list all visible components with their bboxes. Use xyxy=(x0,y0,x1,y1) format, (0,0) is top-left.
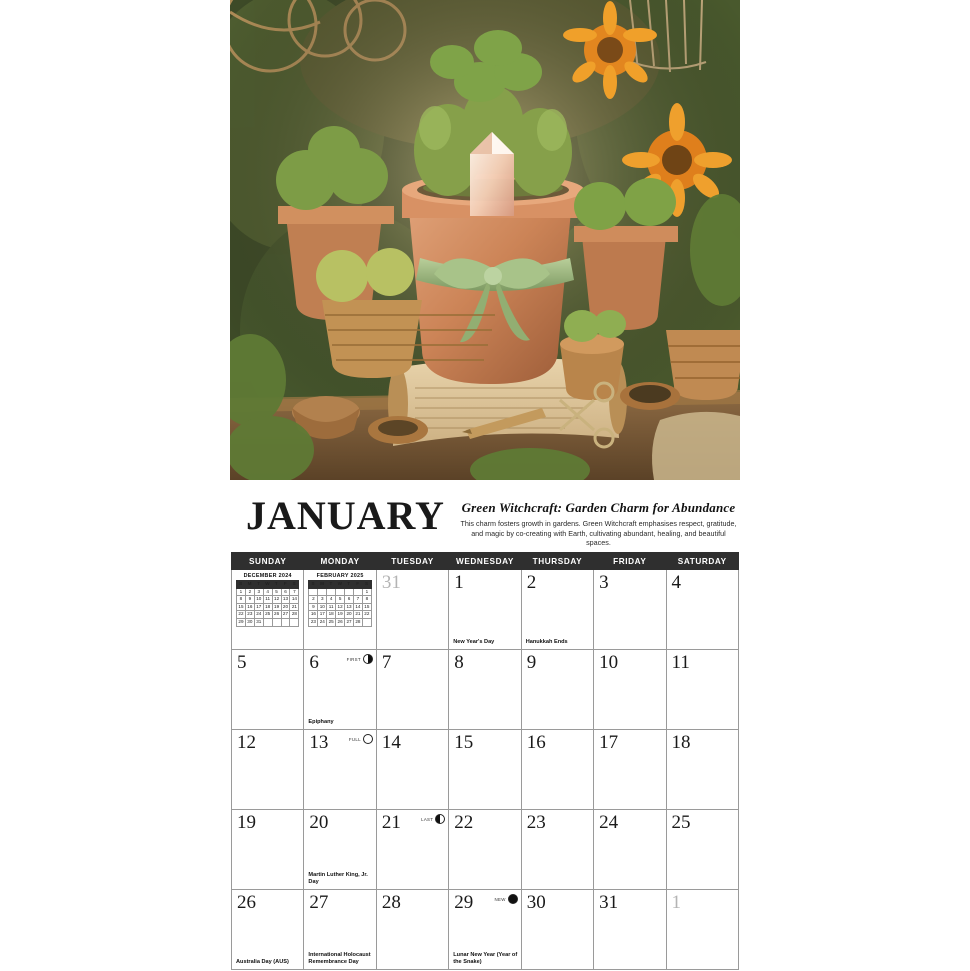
day-cell[interactable] xyxy=(304,890,376,970)
garden-illustration xyxy=(230,0,740,480)
day-number: 23 xyxy=(526,812,546,833)
day-cell[interactable] xyxy=(594,650,666,730)
moon-phase-last-icon xyxy=(421,814,445,824)
day-number: 6 xyxy=(309,652,319,673)
day-cell[interactable] xyxy=(449,890,521,970)
day-number: 25 xyxy=(671,812,691,833)
day-cell[interactable] xyxy=(521,810,593,890)
day-cell[interactable] xyxy=(304,810,376,890)
day-number: 2 xyxy=(526,572,537,593)
weekday-sunday: SUNDAY xyxy=(232,553,304,570)
day-number: 5 xyxy=(237,652,247,673)
day-cell[interactable] xyxy=(449,810,521,890)
day-number: 27 xyxy=(309,892,329,913)
day-cell[interactable] xyxy=(376,570,448,650)
day-number: 20 xyxy=(309,812,329,833)
day-number: 12 xyxy=(237,732,256,753)
day-event-label: International Holocaust Remembrance Day xyxy=(308,952,371,965)
day-cell[interactable] xyxy=(304,730,376,810)
moon-phase-label: FULL xyxy=(348,736,361,742)
day-event-label: Martin Luther King, Jr. Day xyxy=(308,872,368,885)
week-row xyxy=(232,570,739,650)
weekday-monday: MONDAY xyxy=(304,553,376,570)
day-number: 26 xyxy=(237,892,256,913)
day-event-label: New Year's Day xyxy=(453,639,495,645)
day-cell[interactable] xyxy=(376,890,448,970)
weekday-friday: FRIDAY xyxy=(594,553,666,570)
day-number: 18 xyxy=(671,732,691,753)
moon-phase-label: LAST xyxy=(421,816,434,822)
mini-month-title: FEBRUARY 2025 xyxy=(316,573,364,579)
day-event-label: Hanukkah Ends xyxy=(525,639,568,645)
blurb-title: Green Witchcraft: Garden Charm for Abundance xyxy=(461,500,736,515)
day-cell[interactable] xyxy=(666,810,738,890)
moon-phase-full-icon xyxy=(349,734,373,744)
day-cell[interactable] xyxy=(232,650,304,730)
day-cell[interactable] xyxy=(521,890,593,970)
day-cell[interactable] xyxy=(449,650,521,730)
moon-glyph xyxy=(508,894,518,904)
day-cell[interactable] xyxy=(304,650,376,730)
day-cell[interactable] xyxy=(666,650,738,730)
day-cell[interactable] xyxy=(232,810,304,890)
month-grid-body xyxy=(232,570,739,970)
day-number: 19 xyxy=(237,812,256,833)
day-number: 21 xyxy=(381,812,401,833)
day-number: 3 xyxy=(599,572,609,593)
mini-month-next[interactable] xyxy=(304,570,376,650)
moon-glyph xyxy=(363,734,373,744)
moon-glyph xyxy=(363,654,373,664)
day-cell[interactable] xyxy=(666,730,738,810)
day-event-label: Lunar New Year (Year of the Snake) xyxy=(453,952,518,965)
day-number: 4 xyxy=(671,572,682,593)
day-cell[interactable] xyxy=(521,730,593,810)
day-number: 11 xyxy=(671,652,690,673)
day-number: 31 xyxy=(381,572,401,593)
theme-blurb xyxy=(445,494,738,548)
day-cell[interactable] xyxy=(232,890,304,970)
day-number: 13 xyxy=(309,732,329,753)
artwork-vector xyxy=(230,0,740,480)
weekday-tuesday: TUESDAY xyxy=(376,553,448,570)
day-number: 7 xyxy=(381,652,392,673)
day-cell[interactable] xyxy=(521,570,593,650)
day-number: 1 xyxy=(671,892,682,913)
moon-phase-label: NEW xyxy=(494,896,506,902)
month-title: JANUARY xyxy=(246,493,445,538)
day-number: 17 xyxy=(599,732,619,753)
day-cell[interactable] xyxy=(449,570,521,650)
calendar-block xyxy=(230,490,740,971)
day-cell[interactable] xyxy=(232,730,304,810)
day-number: 31 xyxy=(599,892,619,913)
day-cell[interactable] xyxy=(666,570,738,650)
day-number: 28 xyxy=(381,892,401,913)
month-grid xyxy=(231,552,739,970)
day-cell[interactable] xyxy=(376,810,448,890)
moon-phase-first-icon xyxy=(347,654,373,664)
day-number: 1 xyxy=(454,572,464,593)
weekday-header-row xyxy=(232,553,739,570)
day-number: 30 xyxy=(526,892,546,913)
day-number: 8 xyxy=(454,652,464,673)
day-number: 14 xyxy=(381,732,401,753)
day-number: 10 xyxy=(599,652,619,673)
moon-phase-label: FIRST xyxy=(346,656,361,662)
mini-month-table: S M T W T F S 1 2 3 4 5 6 7 8 9 10 11 12 13 14 15 16 17 18 19 20 21 22 23 24 25 26 27 28 xyxy=(308,580,371,627)
day-number: 22 xyxy=(454,812,474,833)
weekday-saturday: SATURDAY xyxy=(666,553,738,570)
weekday-wednesday: WEDNESDAY xyxy=(449,553,521,570)
day-cell[interactable] xyxy=(594,570,666,650)
day-cell[interactable] xyxy=(376,730,448,810)
day-cell[interactable] xyxy=(594,890,666,970)
week-row xyxy=(232,890,739,970)
moon-glyph xyxy=(435,814,445,824)
week-row xyxy=(232,730,739,810)
day-cell[interactable] xyxy=(594,810,666,890)
day-event-label: Australia Day (AUS) xyxy=(236,959,289,965)
artwork-panel xyxy=(230,0,740,480)
day-number: 9 xyxy=(526,652,537,673)
day-number: 24 xyxy=(599,812,619,833)
moon-phase-new-icon xyxy=(495,894,518,904)
week-row xyxy=(232,650,739,730)
week-row xyxy=(232,810,739,890)
day-cell[interactable] xyxy=(376,650,448,730)
day-cell[interactable] xyxy=(594,730,666,810)
blurb-text: This charm fosters growth in gardens. Green Witchcraft emphasises respect, gratitude, and magic by co-creating with Earth, cultivating abundant, healing, and beautiful spaces. xyxy=(460,519,737,548)
calendar-header xyxy=(230,490,740,552)
weekday-thursday: THURSDAY xyxy=(521,553,593,570)
day-number: 16 xyxy=(526,732,546,753)
day-cell[interactable] xyxy=(449,730,521,810)
day-number: 29 xyxy=(454,892,474,913)
mini-month-table: S M T W T F S 1 2 3 4 5 6 7 8 9 10 11 12 13 14 15 16 17 18 19 20 21 22 23 24 25 26 27 28 29 30 31 xyxy=(236,580,299,627)
mini-month-previous[interactable] xyxy=(232,570,304,650)
day-event-label: Epiphany xyxy=(308,719,334,725)
day-number: 15 xyxy=(454,732,474,753)
day-cell[interactable] xyxy=(521,650,593,730)
mini-month-title: DECEMBER 2024 xyxy=(243,573,292,579)
day-cell[interactable] xyxy=(666,890,738,970)
